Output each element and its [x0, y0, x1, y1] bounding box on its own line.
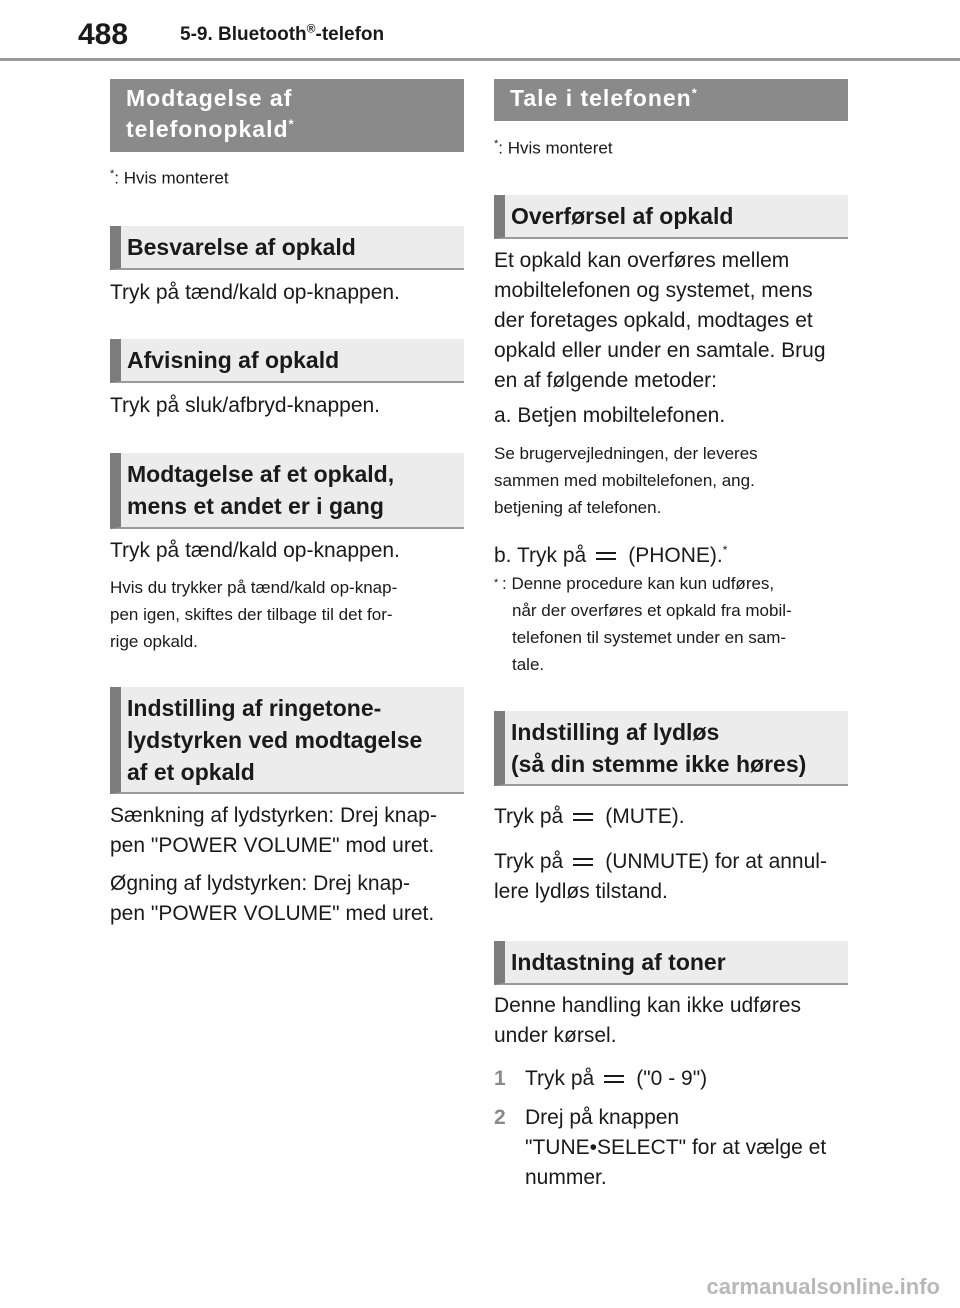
transfer-option-b [494, 535, 848, 571]
subheading-line: mens et andet er i gang [127, 493, 384, 519]
text-line: der foretages opkald, modtages et [494, 309, 813, 332]
page-number: 488 [78, 18, 129, 51]
transfer-option-a: a. Betjen mobiltelefonen. [494, 404, 726, 427]
text-line: opkald eller under en samtale. Brug [494, 339, 826, 362]
transfer-option-a-note [494, 440, 848, 521]
text-line: pen "POWER VOLUME" med uret. [110, 902, 435, 925]
note-line: : Denne procedure kan kun udføres, [502, 574, 775, 593]
phone-button-icon [596, 552, 616, 560]
footnote-mark: * [691, 85, 698, 101]
subheading-text: Besvarelse af opkald [127, 234, 356, 260]
subheading-line: (så din stemme ikke høres) [511, 750, 807, 777]
subheading-text: Overførsel af opkald [511, 203, 734, 229]
unmute-instruction [494, 847, 848, 907]
heading-line: Modtagelse af [126, 85, 293, 111]
tones-step-1 [494, 1064, 848, 1094]
step-number: 2 [494, 1106, 506, 1129]
text-line: nummer. [525, 1166, 607, 1189]
note-line: sammen med mobiltelefonen, ang. [494, 471, 755, 490]
lower-volume-instruction [110, 801, 464, 861]
subheading-ringtone-volume [110, 687, 464, 794]
footnote-text: : Hvis monteret [498, 138, 613, 158]
chapter-prefix: 5-9. Bluetooth [180, 24, 307, 45]
subheading-answer-call [110, 226, 464, 270]
call-waiting-note [110, 574, 464, 655]
heading-text: Tale i telefonen [510, 85, 692, 111]
text-line: en af følgende metoder: [494, 369, 717, 392]
heading-text: telefonopkald [126, 116, 289, 142]
footnote-mark: * [494, 138, 499, 150]
unmute-prefix: Tryk på [494, 850, 564, 873]
subheading-text: Afvisning af opkald [127, 347, 340, 373]
note-line: Se brugervejledningen, der leveres [494, 444, 758, 463]
call-waiting-instruction: Tryk på tænd/kald op-knappen. [110, 539, 400, 562]
mute-instruction [494, 802, 848, 832]
step-text [525, 1103, 848, 1193]
text-line: Drej på knappen [525, 1106, 680, 1129]
note-line: Hvis du trykker på tænd/kald op-knap- [110, 578, 398, 597]
tones-step-2 [494, 1103, 848, 1195]
transfer-intro [494, 246, 848, 396]
text-line: Denne handling kan ikke udføres [494, 994, 802, 1017]
unmute-button-icon [573, 858, 593, 866]
chapter-title [180, 21, 385, 46]
text-line: Et opkald kan overføres mellem [494, 249, 790, 272]
note-line: telefonen til systemet under en sam- [512, 628, 787, 647]
reject-instruction: Tryk på sluk/afbryd-knappen. [110, 394, 381, 417]
footnote-if-equipped [110, 168, 464, 189]
footnote-mark: * [494, 577, 499, 589]
section-heading-talking [494, 79, 848, 121]
section-heading-receiving-calls [110, 79, 464, 152]
subheading-line: Modtagelse af et opkald, [127, 461, 395, 487]
text-line: Øgning af lydstyrken: Drej knap- [110, 872, 410, 895]
heading-line [510, 83, 832, 114]
subheading-mute [494, 711, 848, 786]
transfer-option-b-footnote [494, 570, 848, 680]
footnote-mark: * [288, 116, 295, 132]
footnote-mark: * [110, 168, 115, 180]
text-line [494, 847, 848, 877]
subheading-line: lydstyrken ved modtagelse [127, 726, 423, 753]
chapter-suffix: -telefon [315, 24, 385, 45]
footnote-text [494, 570, 848, 678]
note-line: betjening af telefonen. [494, 498, 662, 517]
option-b-suffix: (PHONE). [628, 544, 723, 567]
text-line: pen "POWER VOLUME" mod uret. [110, 834, 435, 857]
step-text [525, 1064, 848, 1094]
subheading-call-waiting [110, 453, 464, 529]
subheading-reject-call [110, 339, 464, 383]
footnote-mark: * [722, 543, 728, 557]
footnote-if-equipped [494, 138, 848, 159]
subheading-transfer-call [494, 195, 848, 239]
page-header [0, 0, 960, 62]
note-line: tale. [512, 655, 545, 674]
note-line: pen igen, skiftes der tilbage til det for- [110, 605, 393, 624]
subheading-text: Indtastning af toner [511, 949, 726, 975]
mute-prefix: Tryk på [494, 805, 564, 828]
heading-line [126, 114, 448, 145]
tones-intro [494, 991, 848, 1051]
option-b-prefix: b. Tryk på [494, 544, 587, 567]
subheading-dtmf-tones [494, 941, 848, 985]
registered-mark: ® [306, 21, 316, 36]
footnote-text: : Hvis monteret [114, 168, 229, 188]
digits-button-icon [604, 1075, 624, 1083]
header-rule [0, 58, 960, 61]
text-line: under kørsel. [494, 1024, 617, 1047]
step1-suffix: ("0 - 9") [636, 1067, 708, 1090]
subheading-line: Indstilling af lydløs [511, 718, 720, 745]
watermark: carmanualsonline.info [706, 1274, 940, 1299]
text-line: mobiltelefonen og systemet, mens [494, 279, 813, 302]
text-line: lere lydløs tilstand. [494, 880, 668, 903]
step-number: 1 [494, 1067, 506, 1090]
subheading-line: af et opkald [127, 758, 255, 785]
note-line: rige opkald. [110, 632, 198, 651]
text-line: Sænkning af lydstyrken: Drej knap- [110, 804, 437, 827]
raise-volume-instruction [110, 869, 464, 929]
subheading-line: Indstilling af ringetone- [127, 694, 382, 721]
step1-prefix: Tryk på [525, 1067, 595, 1090]
text-line: "TUNE•SELECT" for at vælge et [525, 1136, 827, 1159]
note-line: når der overføres et opkald fra mobil- [512, 601, 792, 620]
answer-instruction: Tryk på tænd/kald op-knappen. [110, 281, 400, 304]
unmute-suffix: (UNMUTE) for at annul- [605, 850, 827, 873]
mute-suffix: (MUTE). [605, 805, 685, 828]
mute-button-icon [573, 813, 593, 821]
